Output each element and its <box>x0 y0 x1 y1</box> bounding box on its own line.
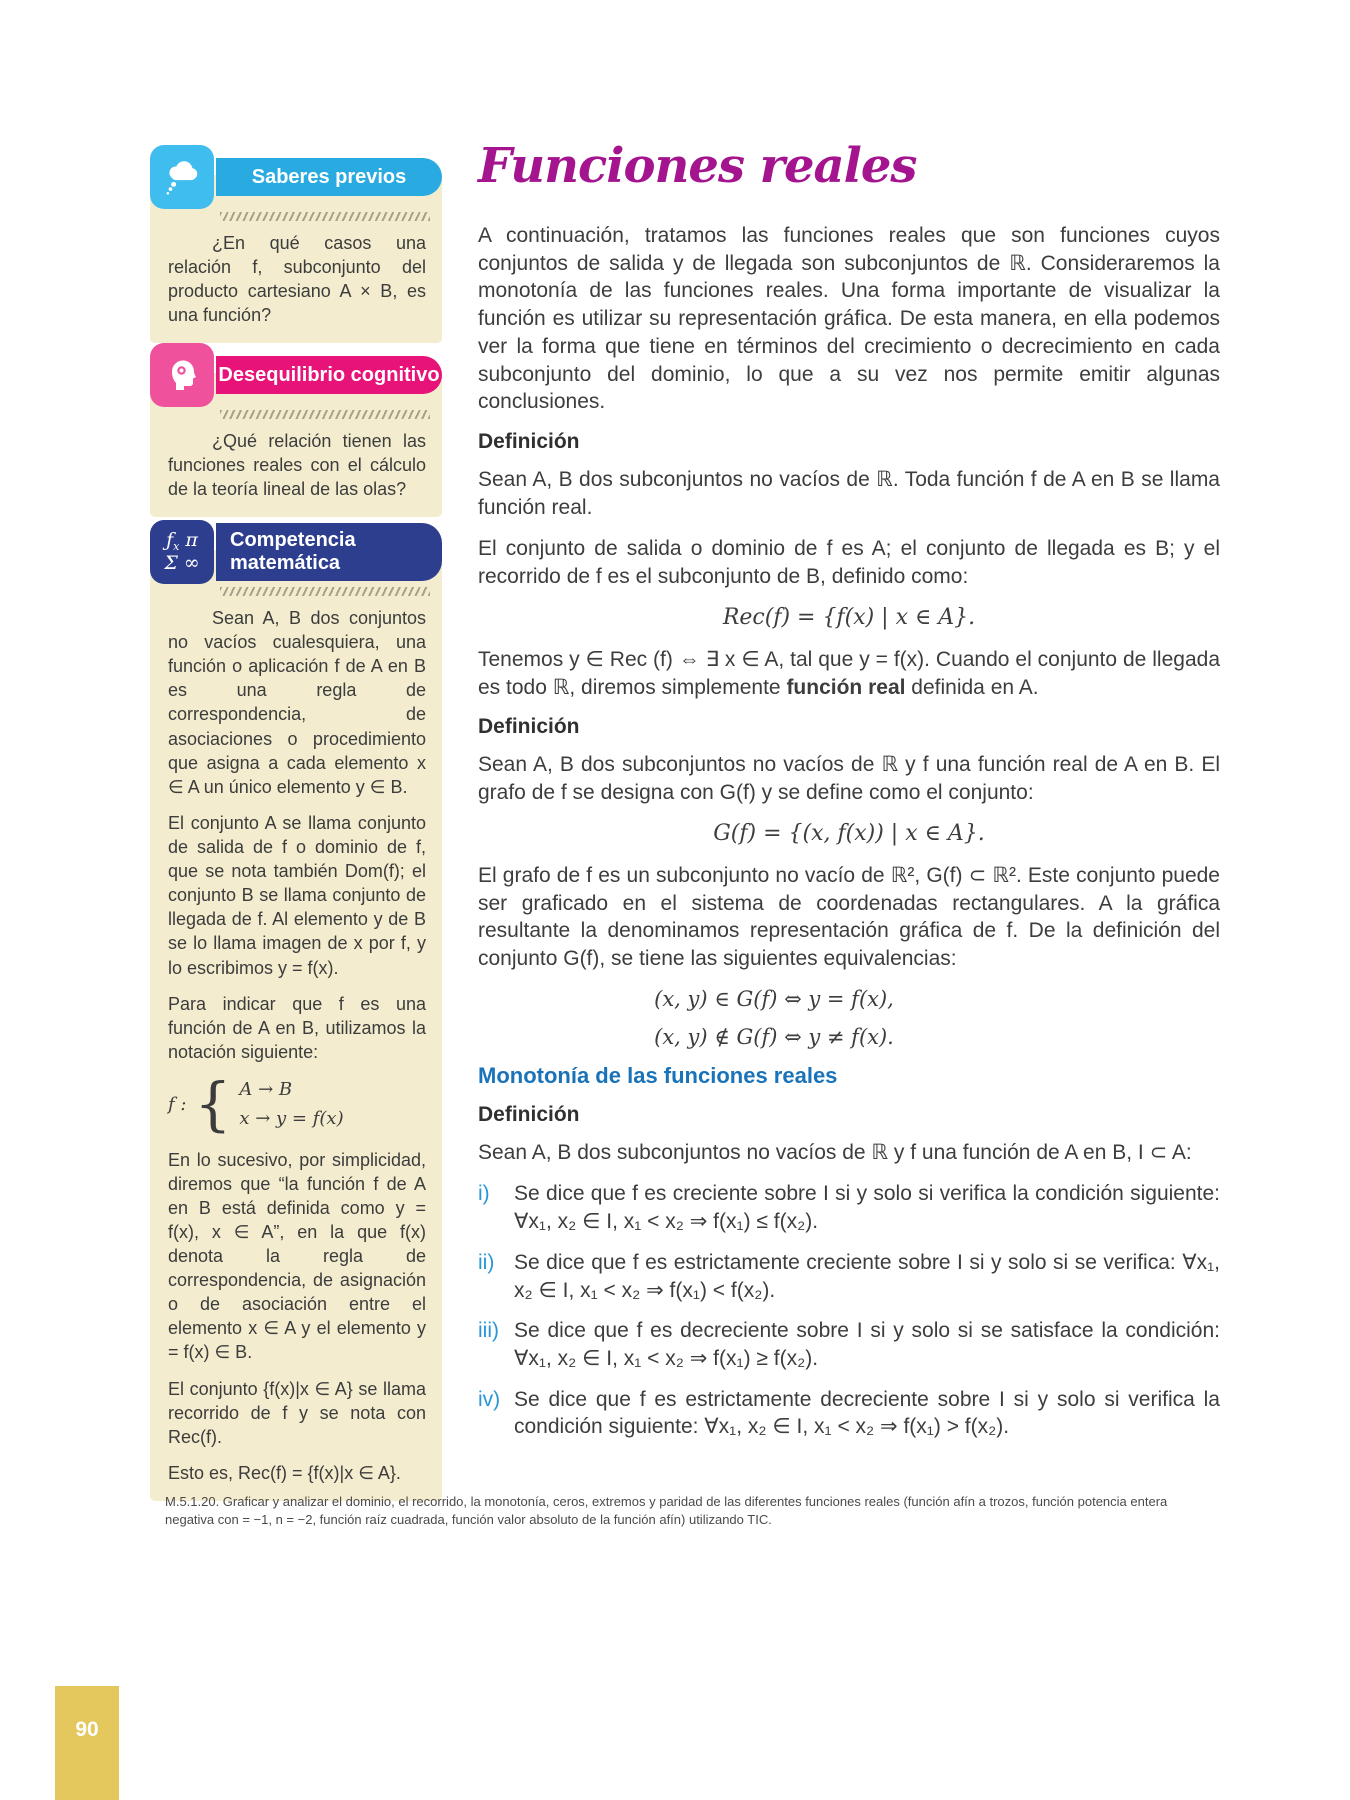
saberes-body <box>150 229 442 343</box>
definition-heading-1: Definición <box>478 430 580 454</box>
list-text-ii: Se dice que f es estrictamente creciente sobre I si y solo si se verifica: ∀x₁, x₂ ∈ I, x₁ < x₂ ⇒ f(x₁) < f(x₂). <box>514 1250 1220 1302</box>
list-text-iii: Se dice que f es decreciente sobre I si y solo si se satisface la condición: ∀x₁, x₂ ∈ I, x₁ < x₂ ⇒ f(x₁) ≥ f(x₂). <box>514 1319 1220 1370</box>
list-marker-iv: iv) <box>478 1387 501 1411</box>
competencia-paragraph-1: Sean A, B dos conjuntos no vacíos cualesquiera, una función o aplicación f de A en B es una regla de correspondencia, de asociaciones o procedimiento que asigna a cada elemento x ∈ A un único elemento y ∈ B. <box>168 608 426 797</box>
saberes-previos-box <box>150 145 442 343</box>
notation-line1: A → B <box>239 1078 293 1100</box>
list-text-iv: Se dice que f es estrictamente decreciente sobre I si y solo si verifica la condición siguiente: ∀x₁, x₂ ∈ I, x₁ < x₂ ⇒ f(x₁) > f(x₂). <box>514 1387 1220 1439</box>
list-marker-iii: iii) <box>478 1319 499 1343</box>
notation-brace: { <box>194 1070 232 1139</box>
recorrido-formula: Rec(f) = {f(x) | x ∈ A}. <box>722 604 976 630</box>
monotonia-heading: Monotonía de las funciones reales <box>478 1062 838 1088</box>
competencia-title-line1: Competencia <box>230 529 356 551</box>
equivalence-1: (x, y) ∈ G(f) ⇔ y = f(x), <box>654 986 894 1011</box>
desequilibrio-question: ¿Qué relación tienen las funciones reales con el cálculo de la teoría lineal de las olas? <box>168 431 426 500</box>
page-number: 90 <box>75 1718 99 1741</box>
desequilibrio-box <box>150 343 442 517</box>
list-marker-ii: ii) <box>478 1250 495 1274</box>
competencia-paragraph-2: El conjunto A se llama conjunto de salida de f o dominio de f, que se nota también Dom(f); el conjunto B se llama conjunto de llegada de f. Al elemento y de B se lo llama imagen de x por f, y lo escribimos y = f(x). <box>168 812 426 978</box>
list-item-i <box>478 1180 1220 1235</box>
notation-f: f : <box>168 1094 187 1116</box>
definition1-paragraph-2: El conjunto de salida o dominio de f es A; el conjunto de llegada es B; y el recorrido de f es el subconjunto de B, definido como: <box>478 537 1220 589</box>
competencia-box <box>150 520 442 1501</box>
page-number-block <box>55 1686 119 1800</box>
saberes-header-bar <box>216 158 442 196</box>
definition3-paragraph-1: Sean A, B dos subconjuntos no vacíos de ℝ y f una función de A en B, I ⊂ A: <box>478 1140 1192 1164</box>
list-item-iii <box>478 1317 1220 1372</box>
page-title: Funciones reales <box>478 138 917 194</box>
funcion-real-bold: función real <box>786 675 906 699</box>
equivalence-2: (x, y) ∉ G(f) ⇔ y ≠ f(x). <box>654 1024 894 1049</box>
math-symbols-icon: $ƒ_x$ π Σ ∞ <box>150 520 214 584</box>
desequilibrio-body <box>150 427 442 517</box>
saberes-title: Saberes previos <box>251 165 407 188</box>
competencia-title-line2: matemática <box>230 552 341 574</box>
definition1-paragraph-1: Sean A, B dos subconjuntos no vacíos de ℝ. Toda función f de A en B se llama función real. <box>478 468 1220 519</box>
saberes-question: ¿En qué casos una relación f, subconjunto del producto cartesiano A × B, es una función? <box>168 233 426 326</box>
saberes-header <box>150 145 442 209</box>
definition2-paragraph-1: Sean A, B dos subconjuntos no vacíos de ℝ y f una función real de A en B. El grafo de f se designa con G(f) y se define como el conjunto: <box>478 753 1220 805</box>
competencia-paragraph-4: En lo sucesivo, por simplicidad, diremos que “la función f de A en B está definida como y = f(x), x ∈ A”, en la que f(x) denota la regla de correspondencia, de asignación o de asociación entre el elemento x ∈ A y el elemento y = f(x) ∈ B. <box>168 1149 426 1363</box>
list-item-iv <box>478 1386 1220 1441</box>
definition-heading-3: Definición <box>478 1102 580 1126</box>
grafo-formula: G(f) = {(x, f(x)) | x ∈ A}. <box>713 820 985 846</box>
desequilibrio-header <box>150 343 442 407</box>
competencia-paragraph-5: El conjunto {f(x)|x ∈ A} se llama recorrido de f y se nota con Rec(f). <box>168 1378 426 1447</box>
curriculum-footnote: M.5.1.20. Graficar y analizar el dominio, el recorrido, la monotonía, ceros, extremos y paridad de las diferentes funciones reales (función afín a trozos, función potencia entera negativa con = −1, n = −2, función raíz cuadrada, función valor absoluto de la función afín) utilizando TIC. <box>165 1494 1168 1528</box>
hatch-divider <box>220 212 430 221</box>
hatch-divider <box>220 587 430 596</box>
competencia-paragraph-3: Para indicar que f es una función de A en B, utilizamos la notación siguiente: <box>168 993 426 1062</box>
desequilibrio-header-bar <box>216 356 442 394</box>
head-profile-icon <box>150 343 214 407</box>
intro-paragraph: A continuación, tratamos las funciones reales que son funciones cuyos conjuntos de salida y de llegada son subconjuntos de ℝ. Consideraremos la monotonía de las funciones reales. Una forma importante de visualizar la función es utilizar su representación gráfica. De esta manera, en ella podemos ver la forma que tiene en términos del crecimiento o decrecimiento en cada subconjunto del dominio, lo que a su vez nos permite emitir algunas conclusiones. <box>478 224 1220 414</box>
competencia-header-bar <box>216 523 442 581</box>
competencia-body <box>150 604 442 1501</box>
function-notation <box>168 1070 426 1139</box>
tenemos-paragraph: Tenemos y ∈ Rec (f) ⇔ ∃ x ∈ A, tal que y = f(x). Cuando el conjunto de llegada es todo ℝ, diremos simplemente función real definida en A. <box>478 647 1220 699</box>
definition-heading-2: Definición <box>478 715 580 739</box>
hatch-divider <box>220 410 430 419</box>
competencia-header <box>150 520 442 584</box>
grafo-paragraph: El grafo de f es un subconjunto no vacío de ℝ², G(f) ⊂ ℝ². Este conjunto puede ser graficado en el sistema de coordenadas rectangulares. A la gráfica resultante la denominamos representación gráfica de f. De la definición del conjunto G(f), se tiene las siguientes equivalencias: <box>478 863 1220 970</box>
list-marker-i: i) <box>478 1182 490 1206</box>
notation-line2: x → y = f(x) <box>239 1107 344 1129</box>
list-item-ii <box>478 1249 1220 1304</box>
desequilibrio-title: Desequilibrio cognitivo <box>218 363 440 386</box>
list-text-i: Se dice que f es creciente sobre I si y solo si verifica la condición siguiente: ∀x₁, x₂ ∈ I, x₁ < x₂ ⇒ f(x₁) ≤ f(x₂). <box>514 1182 1220 1234</box>
thought-cloud-icon <box>150 145 214 209</box>
main-content <box>478 138 1220 1454</box>
competencia-paragraph-6: Esto es, Rec(f) = {f(x)|x ∈ A}. <box>168 1462 401 1483</box>
